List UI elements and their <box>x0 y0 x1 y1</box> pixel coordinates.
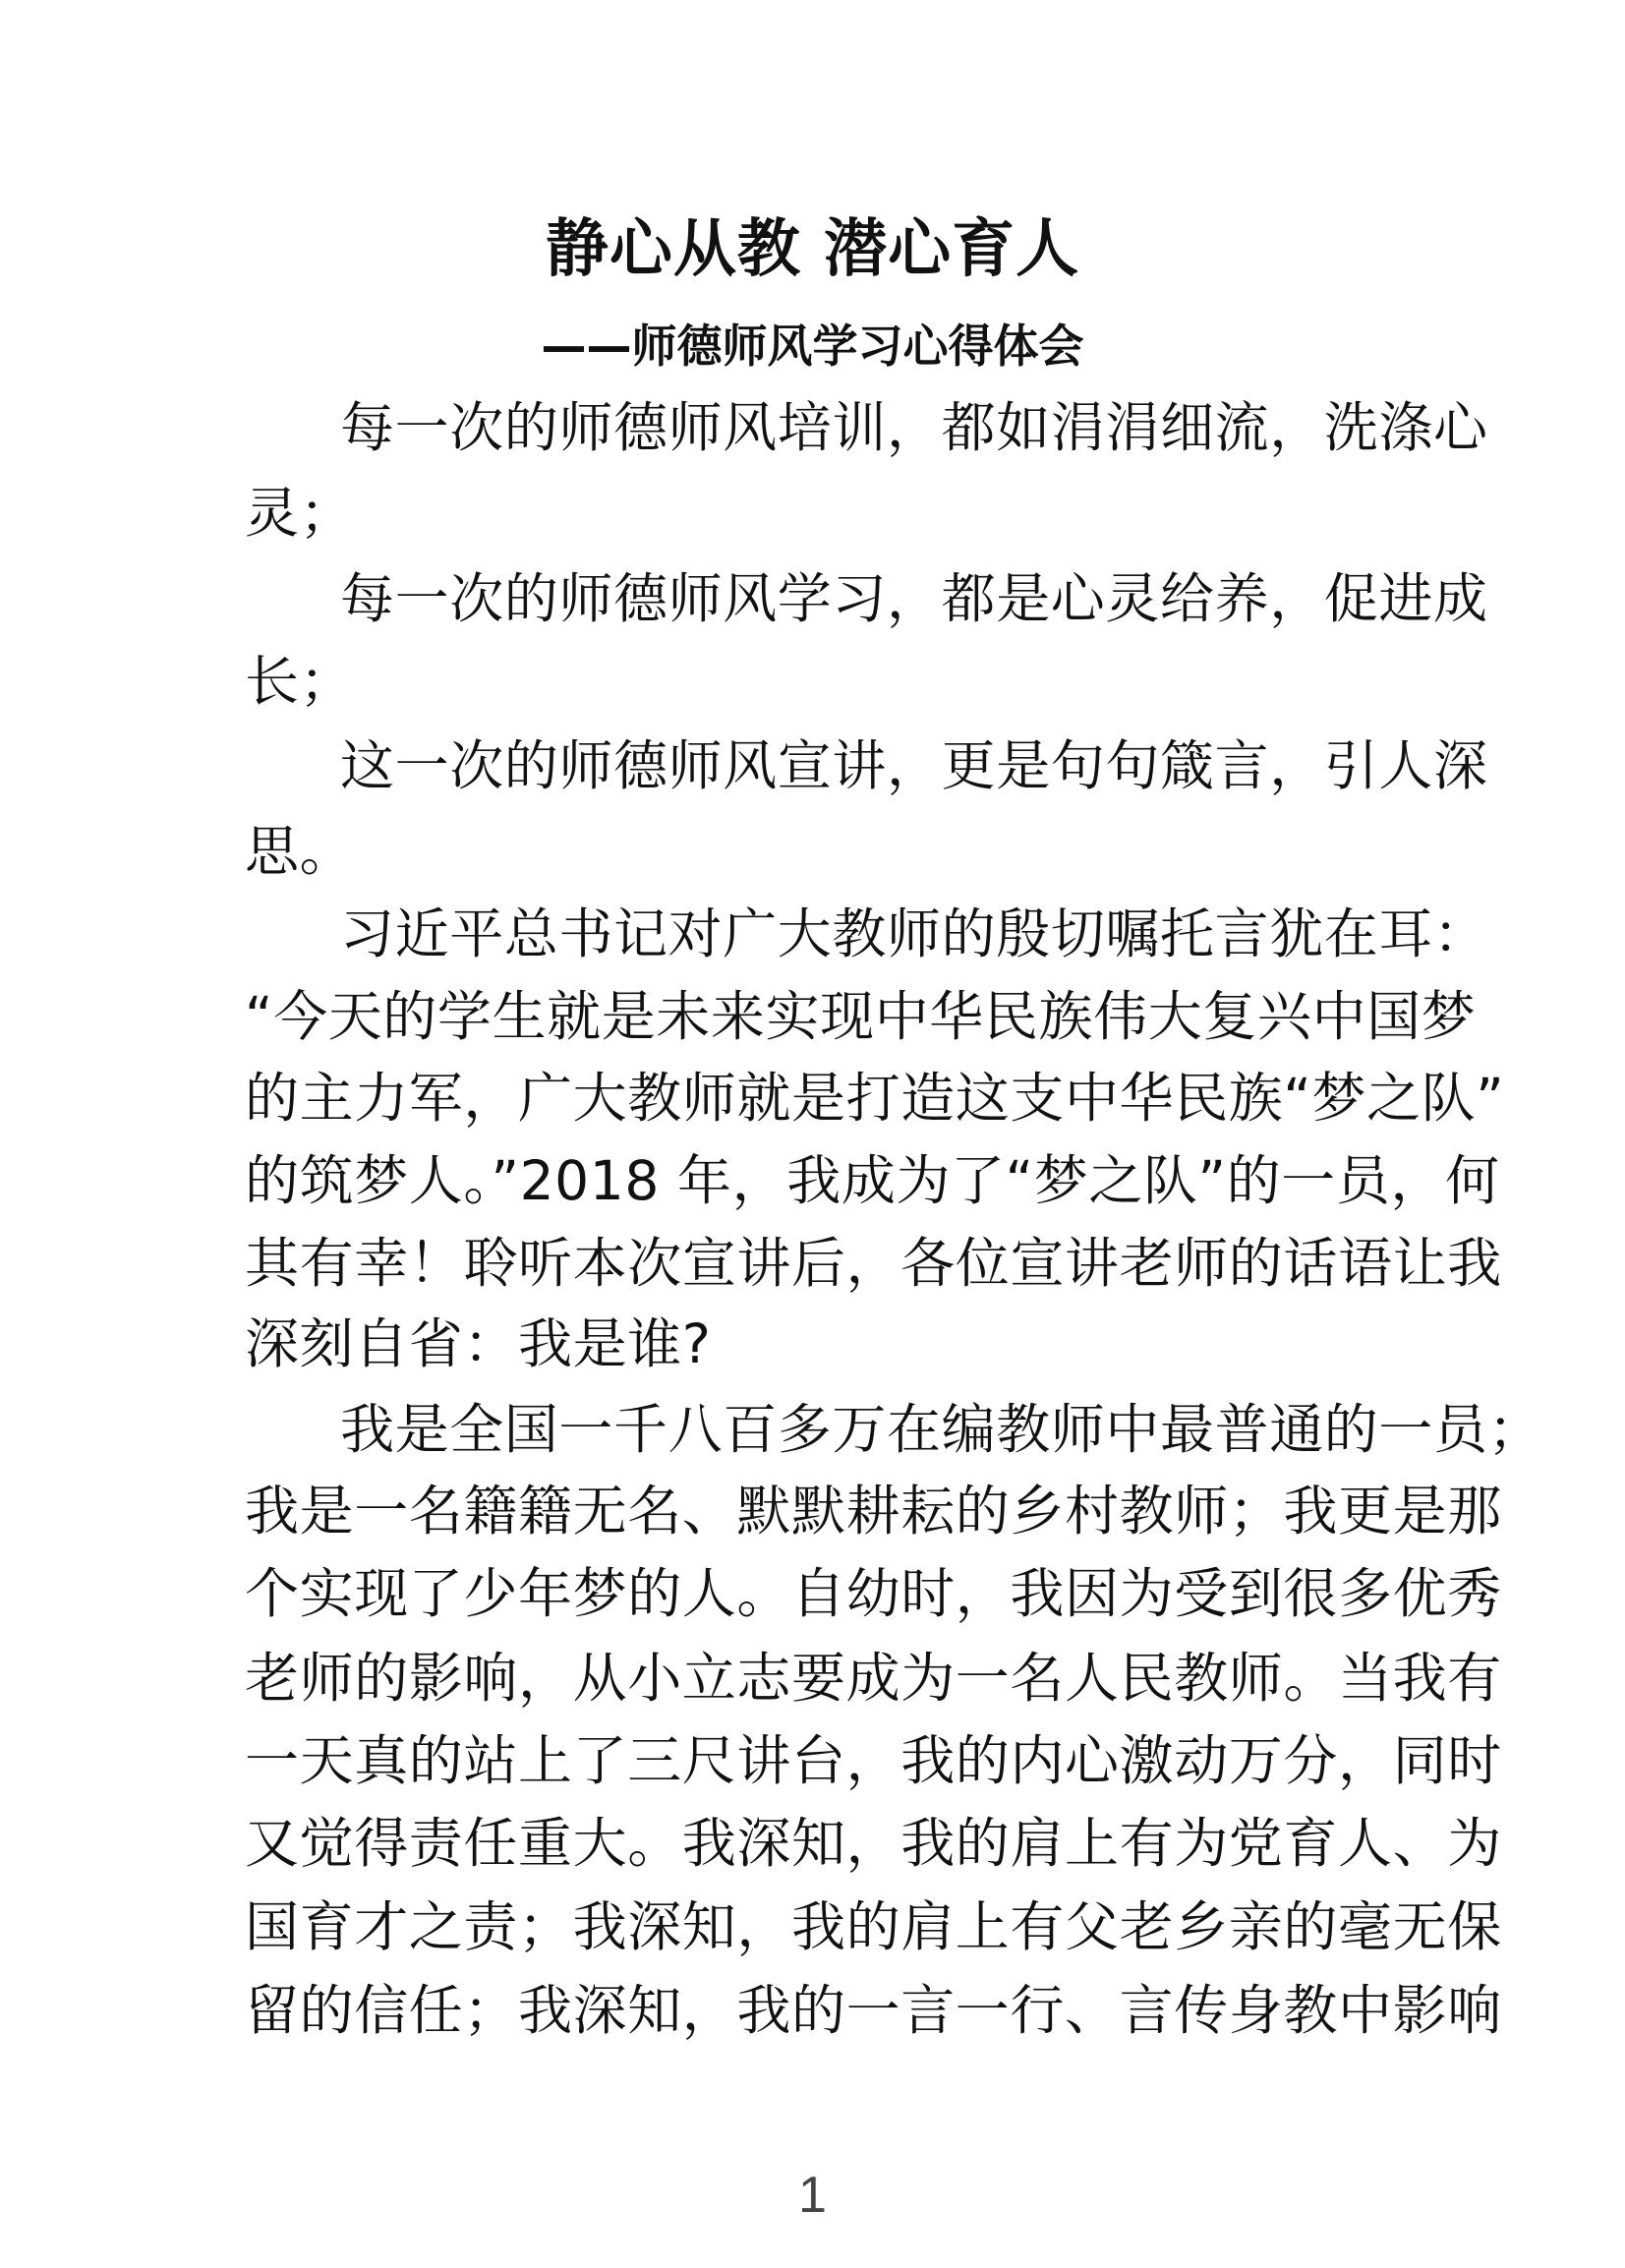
document-subtitle: ——师德师风学习心得体会 <box>541 320 1084 373</box>
text-line: 每一次的师德师风学习，都是心灵给养，促进成 <box>340 567 1488 630</box>
text-line: 又觉得责任重大。我深知，我的肩上有为党育人、为 <box>245 1812 1502 1875</box>
document-title: 静心从教 潜心育人 <box>545 213 1080 286</box>
text-line: 老师的影响，从小立志要成为一名人民教师。当我有 <box>245 1647 1502 1710</box>
text-line: 国育才之责；我深知，我的肩上有父老乡亲的毫无保 <box>245 1895 1502 1958</box>
text-line: 的主力军，广大教师就是打造这支中华民族“梦之队” <box>245 1067 1505 1130</box>
text-line: 长； <box>245 650 355 713</box>
text-line: 一天真的站上了三尺讲台，我的内心激动万分，同时 <box>245 1729 1502 1792</box>
text-line: 深刻自省：我是谁? <box>245 1312 712 1375</box>
text-line: 个实现了少年梦的人。自幼时，我因为受到很多优秀 <box>245 1562 1502 1625</box>
text-line: 留的信任；我深知，我的一言一行、言传身教中影响 <box>245 1979 1502 2042</box>
text-line: 灵； <box>245 482 355 545</box>
text-line: 我是一名籍籍无名、默默耕耘的乡村教师；我更是那 <box>245 1480 1502 1542</box>
text-line: 其有幸！聆听本次宣讲后，各位宣讲老师的话语让我 <box>245 1232 1502 1295</box>
text-line: 的筑梦人。”2018 年，我成为了“梦之队”的一员，何 <box>245 1149 1500 1212</box>
text-line: 每一次的师德师风培训，都如涓涓细流，洗涤心 <box>340 396 1488 459</box>
text-line: 思。 <box>245 820 355 883</box>
page-number: 1 <box>798 2167 827 2224</box>
text-line: “今天的学生就是未来实现中华民族伟大复兴中国梦 <box>245 985 1477 1048</box>
text-line: 习近平总书记对广大教师的殷切嘱托言犹在耳： <box>340 902 1488 965</box>
text-line: 我是全国一千八百多万在编教师中最普通的一员； <box>340 1398 1543 1461</box>
text-line: 这一次的师德师风宣讲，更是句句箴言，引人深 <box>340 734 1488 797</box>
